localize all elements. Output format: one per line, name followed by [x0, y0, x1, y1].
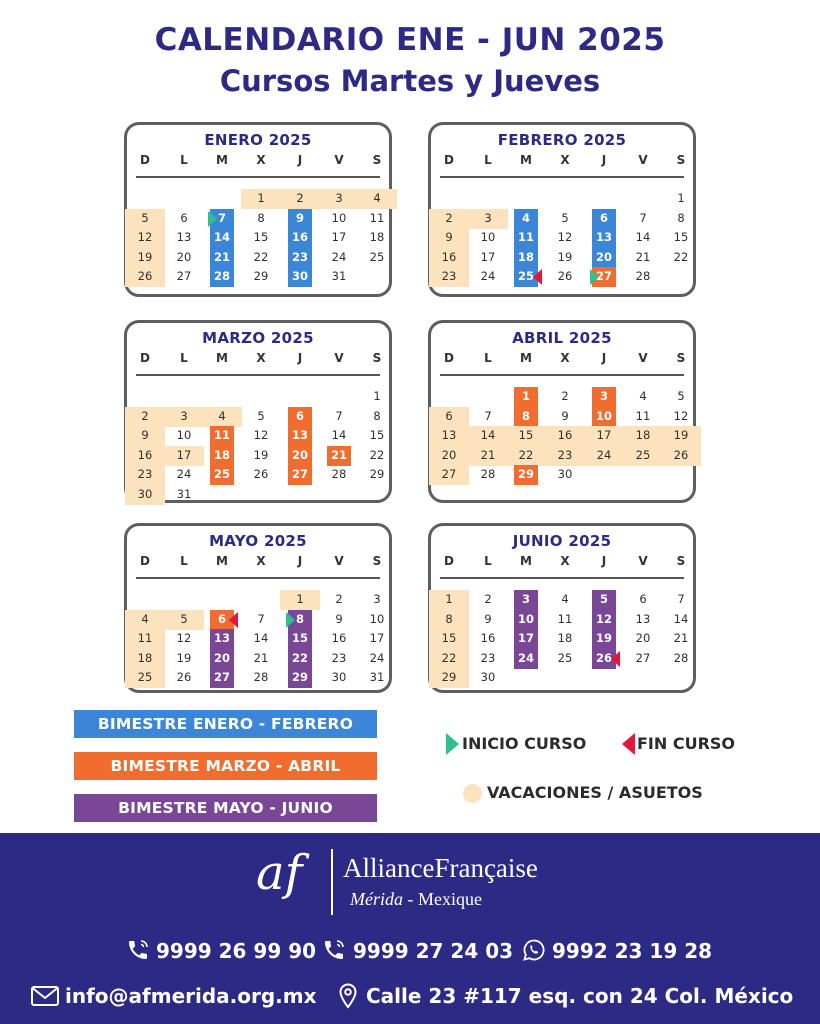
- calendar-day: 26: [253, 467, 269, 481]
- footer: [0, 833, 820, 1024]
- weekday-header: M: [216, 554, 228, 568]
- calendar-day: 26: [176, 670, 192, 684]
- calendar-febrero: [428, 122, 696, 297]
- calendar-day: 24: [369, 650, 385, 665]
- weekday-header: L: [180, 351, 188, 365]
- calendar-day: 14: [635, 230, 651, 244]
- calendar-day: 7: [217, 210, 226, 225]
- calendar-day: 14: [480, 428, 496, 442]
- calendar-day: 29: [253, 269, 269, 283]
- calendar-day: 26: [673, 447, 689, 462]
- calendar-day: 2: [561, 389, 569, 403]
- calendar-day: 20: [176, 249, 192, 264]
- calendar-day: 2: [296, 191, 304, 205]
- weekday-header: J: [297, 351, 303, 365]
- calendar-day: 7: [257, 611, 265, 626]
- weekday-header: M: [216, 351, 228, 365]
- calendar-day: 21: [213, 249, 230, 264]
- calendar-day: 16: [137, 447, 153, 462]
- calendar-day: 11: [137, 631, 153, 645]
- weekday-header: L: [484, 351, 492, 365]
- calendar-day: 27: [291, 467, 308, 481]
- calendar-day: 12: [673, 408, 689, 423]
- calendar-day: 15: [673, 230, 689, 244]
- course-start-marker-icon: [446, 733, 459, 755]
- calendar-enero: [124, 122, 392, 297]
- calendar-day: 21: [635, 249, 651, 264]
- weekday-header: D: [140, 554, 150, 568]
- calendar-day: 12: [176, 631, 192, 645]
- calendar-day: 20: [595, 249, 612, 264]
- calendar-day: 22: [518, 447, 534, 462]
- course-end-marker-icon: [622, 733, 635, 755]
- calendar-day: 25: [137, 670, 153, 684]
- calendar-day: 22: [253, 249, 269, 264]
- calendar-day: 28: [331, 467, 347, 481]
- calendar-day: 9: [561, 408, 569, 423]
- calendar-title: ABRIL 2025: [512, 329, 612, 347]
- calendar-day: 8: [677, 210, 685, 225]
- weekday-header: S: [676, 153, 686, 167]
- calendar-day: 16: [480, 631, 496, 645]
- calendar-day: 9: [295, 210, 304, 225]
- calendar-day: 24: [480, 269, 496, 283]
- weekday-header: J: [297, 554, 303, 568]
- calendar-title: MARZO 2025: [202, 329, 314, 347]
- calendar-day: 13: [441, 428, 457, 442]
- calendar-day: 17: [596, 428, 612, 442]
- calendar-separator: [136, 374, 380, 376]
- calendar-day: 21: [330, 447, 347, 462]
- calendar-day: 18: [517, 249, 534, 264]
- calendar-day: 10: [176, 428, 192, 442]
- calendar-day: 3: [599, 389, 608, 403]
- calendar-day: 23: [557, 447, 573, 462]
- calendar-day: 19: [253, 447, 269, 462]
- calendar-day: 10: [517, 611, 534, 626]
- calendar-day: 12: [557, 230, 573, 244]
- calendar-day: 26: [137, 269, 153, 283]
- calendar-day: 14: [331, 428, 347, 442]
- calendar-day: 25: [635, 447, 651, 462]
- calendar-day: 30: [557, 467, 573, 481]
- weekday-header: D: [140, 351, 150, 365]
- calendar-day: 10: [369, 611, 385, 626]
- calendar-separator: [440, 577, 684, 579]
- calendar-day: 17: [331, 230, 347, 244]
- page-title: CALENDARIO ENE - JUN 2025: [154, 22, 666, 58]
- calendar-day: 6: [445, 408, 453, 423]
- calendar-day: 5: [561, 210, 569, 225]
- weekday-header: L: [180, 554, 188, 568]
- calendar-day: 15: [518, 428, 534, 442]
- calendar-day: 1: [257, 191, 265, 205]
- legend-inicio-curso: INICIO CURSO: [462, 734, 587, 753]
- calendar-day: 1: [445, 592, 453, 606]
- phone-icon: [322, 938, 346, 962]
- calendar-day: 30: [331, 670, 347, 684]
- calendar-day: 3: [521, 592, 530, 606]
- calendar-day: 7: [639, 210, 647, 225]
- calendar-day: 14: [213, 230, 230, 244]
- weekday-header: X: [256, 153, 266, 167]
- calendar-day: 22: [673, 249, 689, 264]
- calendar-day: 31: [176, 486, 192, 501]
- weekday-header: V: [334, 153, 344, 167]
- weekday-header: X: [560, 153, 570, 167]
- calendar-day: 24: [517, 650, 534, 665]
- calendar-day: 18: [635, 428, 651, 442]
- calendar-day: 7: [484, 408, 492, 423]
- calendar-day: 2: [335, 592, 343, 606]
- calendar-day: 6: [599, 210, 608, 225]
- calendar-day: 25: [517, 269, 534, 283]
- calendar-day: 12: [137, 230, 153, 244]
- calendar-day: 16: [557, 428, 573, 442]
- course-end-marker-icon: [611, 651, 620, 667]
- calendar-day: 30: [480, 670, 496, 684]
- calendar-day: 27: [176, 269, 192, 283]
- weekday-header: M: [520, 153, 532, 167]
- phone-icon: [126, 938, 150, 962]
- calendar-day: 11: [213, 428, 230, 442]
- calendar-day: 6: [217, 611, 226, 626]
- calendar-day: 24: [596, 447, 612, 462]
- calendar-day: 1: [521, 389, 530, 403]
- calendar-day: 6: [295, 408, 304, 423]
- calendar-day: 15: [369, 428, 385, 442]
- calendar-day: 28: [673, 650, 689, 665]
- calendar-day: 20: [635, 631, 651, 645]
- weekday-header: S: [676, 554, 686, 568]
- legend-bimestre-enero-febrero: BIMESTRE ENERO - FEBRERO: [74, 710, 377, 738]
- calendar-day: 20: [213, 650, 230, 665]
- calendar-day: 31: [369, 670, 385, 684]
- calendar-day: 5: [180, 611, 188, 626]
- calendar-day: 19: [673, 428, 689, 442]
- calendar-day: 6: [639, 592, 647, 606]
- legend-bimestre-marzo-abril: BIMESTRE MARZO - ABRIL: [74, 752, 377, 780]
- weekday-header: X: [256, 351, 266, 365]
- calendar-day: 2: [141, 408, 149, 423]
- whatsapp-icon: [522, 938, 546, 962]
- weekday-header: J: [601, 153, 607, 167]
- weekday-header: M: [216, 153, 228, 167]
- calendar-day: 1: [677, 191, 685, 205]
- calendar-day: 29: [369, 467, 385, 481]
- calendar-day: 31: [331, 269, 347, 283]
- weekday-header: S: [372, 554, 382, 568]
- calendar-day: 16: [441, 249, 457, 264]
- location-pin-icon: [338, 983, 358, 1009]
- calendar-day: 29: [517, 467, 534, 481]
- calendar-day: 27: [213, 670, 230, 684]
- calendar-day: 9: [141, 428, 149, 442]
- calendar-separator: [440, 176, 684, 178]
- weekday-header: V: [334, 351, 344, 365]
- weekday-header: J: [601, 554, 607, 568]
- calendar-day: 8: [373, 408, 381, 423]
- course-end-marker-icon: [533, 269, 542, 285]
- calendar-day: 3: [484, 210, 492, 225]
- weekday-header: D: [444, 153, 454, 167]
- calendar-day: 29: [441, 670, 457, 684]
- calendar-day: 29: [291, 670, 308, 684]
- calendar-day: 28: [480, 467, 496, 481]
- weekday-header: L: [484, 554, 492, 568]
- calendar-day: 20: [441, 447, 457, 462]
- calendar-day: 7: [335, 408, 343, 423]
- calendar-day: 4: [141, 611, 149, 626]
- calendar-day: 11: [517, 230, 534, 244]
- calendar-day: 4: [639, 389, 647, 403]
- calendar-day: 17: [517, 631, 534, 645]
- weekday-header: D: [444, 351, 454, 365]
- calendar-day: 9: [445, 230, 453, 244]
- calendar-day: 4: [521, 210, 530, 225]
- weekday-header: X: [256, 554, 266, 568]
- weekday-header: D: [140, 153, 150, 167]
- calendar-day: 25: [557, 650, 573, 665]
- calendar-day: 17: [369, 631, 385, 645]
- calendar-day: 8: [257, 210, 265, 225]
- calendar-day: 22: [441, 650, 457, 665]
- calendar-day: 26: [557, 269, 573, 283]
- course-start-marker-icon: [590, 269, 599, 285]
- vacation-dot-icon: [463, 784, 482, 803]
- calendar-title: ENERO 2025: [204, 131, 312, 149]
- calendar-day: 7: [677, 592, 685, 606]
- weekday-header: V: [334, 554, 344, 568]
- legend-bimestre-mayo-junio: BIMESTRE MAYO - JUNIO: [74, 794, 377, 822]
- calendar-day: 13: [595, 230, 612, 244]
- calendar-day: 18: [213, 447, 230, 462]
- calendar-day: 26: [595, 650, 612, 665]
- logo-name: AllianceFrançaise: [343, 853, 538, 883]
- calendar-abril: [428, 320, 696, 503]
- calendar-day: 5: [257, 408, 265, 423]
- weekday-header: M: [520, 554, 532, 568]
- calendar-day: 6: [180, 210, 188, 225]
- calendar-day: 24: [176, 467, 192, 481]
- calendar-day: 30: [137, 486, 153, 501]
- calendar-day: 1: [373, 389, 381, 403]
- calendar-day: 17: [480, 249, 496, 264]
- calendar-day: 10: [331, 210, 347, 225]
- calendar-day: 2: [445, 210, 453, 225]
- phone-number-2[interactable]: 9999 27 24 03: [353, 939, 514, 963]
- address: Calle 23 #117 esq. con 24 Col. México: [366, 984, 794, 1008]
- calendar-day: 23: [441, 269, 457, 283]
- calendar-day: 27: [441, 467, 457, 481]
- calendar-day: 30: [291, 269, 308, 283]
- calendar-day: 2: [484, 592, 492, 606]
- logo-divider: [331, 849, 333, 915]
- calendar-day: 11: [635, 408, 651, 423]
- calendar-title: FEBRERO 2025: [497, 131, 627, 149]
- calendar-day: 19: [137, 249, 153, 264]
- calendar-day: 3: [180, 408, 188, 423]
- calendar-day: 22: [291, 650, 308, 665]
- calendar-day: 9: [484, 611, 492, 626]
- email-icon: [31, 986, 59, 1006]
- calendar-day: 12: [595, 611, 612, 626]
- calendar-day: 3: [335, 191, 343, 205]
- calendar-day: 13: [635, 611, 651, 626]
- calendar-day: 28: [213, 269, 230, 283]
- calendar-day: 23: [291, 249, 308, 264]
- legend-fin-curso: FIN CURSO: [637, 734, 736, 753]
- weekday-header: J: [297, 153, 303, 167]
- calendar-title: JUNIO 2025: [512, 532, 612, 550]
- whatsapp-number[interactable]: 9992 23 19 28: [552, 939, 713, 963]
- calendar-day: 3: [373, 592, 381, 606]
- calendar-marzo: [124, 320, 392, 503]
- email-address[interactable]: info@afmerida.org.mx: [65, 984, 317, 1008]
- calendar-day: 28: [635, 269, 651, 283]
- calendar-day: 10: [595, 408, 612, 423]
- calendar-day: 27: [595, 269, 612, 283]
- calendar-day: 10: [480, 230, 496, 244]
- weekday-header: S: [372, 351, 382, 365]
- calendar-day: 24: [331, 249, 347, 264]
- calendar-day: 15: [253, 230, 269, 244]
- calendar-day: 19: [557, 249, 573, 264]
- calendar-day: 4: [373, 191, 381, 205]
- calendar-day: 19: [176, 650, 192, 665]
- weekday-header: J: [601, 351, 607, 365]
- calendar-day: 21: [673, 631, 689, 645]
- weekday-header: X: [560, 554, 570, 568]
- weekday-header: L: [484, 153, 492, 167]
- calendar-mayo: [124, 523, 392, 693]
- calendar-day: 15: [441, 631, 457, 645]
- weekday-header: M: [520, 351, 532, 365]
- course-end-marker-icon: [229, 612, 238, 628]
- logo-mark: af: [256, 845, 303, 901]
- weekday-header: V: [638, 153, 648, 167]
- calendar-day: 17: [176, 447, 192, 462]
- calendar-day: 14: [673, 611, 689, 626]
- weekday-header: V: [638, 351, 648, 365]
- calendar-day: 27: [635, 650, 651, 665]
- course-start-marker-icon: [286, 612, 295, 628]
- weekday-header: V: [638, 554, 648, 568]
- logo-city: Mérida: [350, 889, 403, 909]
- calendar-day: 11: [557, 611, 573, 626]
- calendar-day: 8: [295, 611, 304, 626]
- calendar-day: 4: [561, 592, 569, 606]
- calendar-day: 25: [213, 467, 230, 481]
- weekday-header: L: [180, 153, 188, 167]
- calendar-day: 5: [677, 389, 685, 403]
- calendar-separator: [440, 374, 684, 376]
- weekday-header: S: [676, 351, 686, 365]
- calendar-day: 8: [521, 408, 530, 423]
- logo-country: Mexique: [418, 889, 482, 909]
- calendar-day: 21: [480, 447, 496, 462]
- calendar-separator: [136, 577, 380, 579]
- calendar-junio: [428, 523, 696, 693]
- calendar-day: 8: [445, 611, 453, 626]
- phone-number-1[interactable]: 9999 26 99 90: [156, 939, 317, 963]
- calendar-day: 16: [291, 230, 308, 244]
- calendar-title: MAYO 2025: [209, 532, 307, 550]
- calendar-day: 22: [369, 447, 385, 462]
- calendar-day: 5: [141, 210, 149, 225]
- logo-subtitle: [350, 889, 482, 910]
- calendar-day: 11: [369, 210, 385, 225]
- calendar-day: 16: [331, 631, 347, 645]
- page-subtitle: Cursos Martes y Jueves: [219, 64, 601, 98]
- calendar-day: 4: [218, 408, 226, 423]
- calendar-day: 20: [291, 447, 308, 462]
- calendar-day: 23: [480, 650, 496, 665]
- course-start-marker-icon: [208, 211, 217, 227]
- calendar-day: 14: [253, 631, 269, 645]
- logo-separator: -: [403, 889, 418, 909]
- calendar-day: 12: [253, 428, 269, 442]
- calendar-day: 18: [369, 230, 385, 244]
- calendar-day: 9: [335, 611, 343, 626]
- calendar-day: 18: [137, 650, 153, 665]
- calendar-day: 1: [296, 592, 304, 606]
- calendar-day: 25: [369, 249, 385, 264]
- calendar-day: 13: [176, 230, 192, 244]
- calendar-day: 18: [557, 631, 573, 645]
- weekday-header: S: [372, 153, 382, 167]
- calendar-day: 21: [253, 650, 269, 665]
- calendar-day: 5: [599, 592, 608, 606]
- calendar-day: 13: [213, 631, 230, 645]
- calendar-day: 23: [137, 467, 153, 481]
- weekday-header: D: [444, 554, 454, 568]
- calendar-day: 23: [331, 650, 347, 665]
- calendar-day: 19: [595, 631, 612, 645]
- legend-vacaciones: VACACIONES / ASUETOS: [487, 783, 703, 802]
- calendar-day: 15: [291, 631, 308, 645]
- calendar-separator: [136, 176, 380, 178]
- calendar-day: 13: [291, 428, 308, 442]
- calendar-day: 28: [253, 670, 269, 684]
- weekday-header: X: [560, 351, 570, 365]
